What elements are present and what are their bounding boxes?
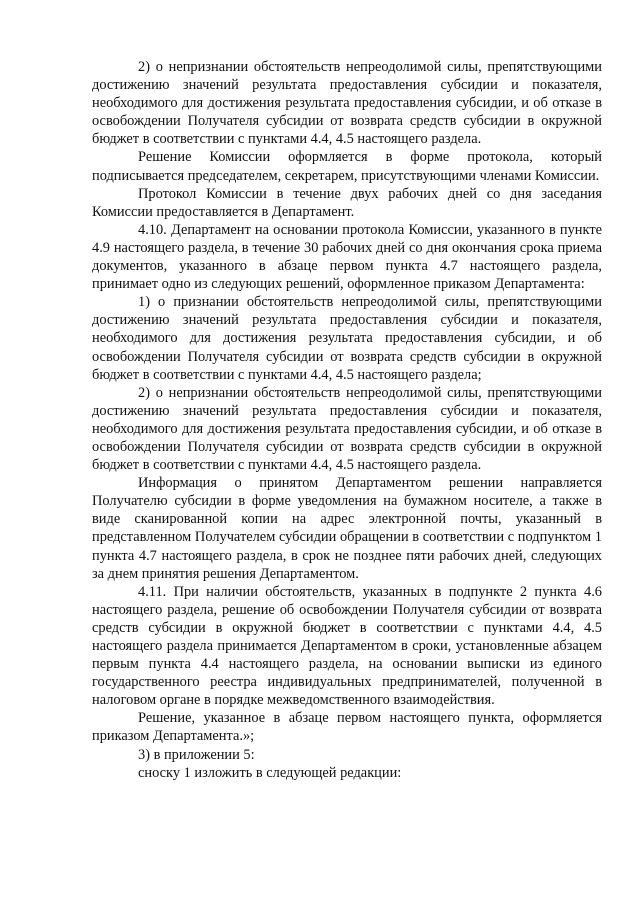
- paragraph-item-1-recognition: 1) о признании обстоятельств непреодолимой силы, препятствующими достижению значений результата предоставления субсидии и показателя, необходимого для достижения результата предоставления субсидии, и об освобождении Получателя субсидии от возврата средств субсидии в окружной бюджет в соответствии с пунктами 4.4, 4.5 настоящего раздела;: [92, 294, 602, 383]
- paragraph-appendix-5: 3) в приложении 5:: [138, 746, 255, 763]
- paragraph-commission-decision: Решение Комиссии оформляется в форме протокола, который подписывается председателем, секретарем, присутствующими членами Комиссии.: [92, 149, 602, 184]
- paragraph-item-2-non-recognition: 2) о непризнании обстоятельств непреодолимой силы, препятствующими достижению значений результата предоставления субсидии и показателя, необходимого для достижения результата предоставления субсидии, и об отказе в освобождении Получателя субсидии от возврата средств субсидии в окружной бюджет в соответствии с пунктами 4.4, 4.5 настоящего раздела.: [92, 59, 602, 148]
- paragraph-4-11: 4.11. При наличии обстоятельств, указанных в подпункте 2 пункта 4.6 настоящего раздела, решение об освобождении Получателя субсидии от возврата средств субсидии в окружной бюджет в соответствии с пунктами 4.4, 4.5 настоящего раздела принимается Департаментом в сроки, установленные абзацем первым пункта 4.4 настоящего раздела, на основании выписки из единого государственного реестра индивидуальных предпринимателей, полученной в налоговом органе в порядке межведомственного взаимодействия.: [92, 583, 602, 709]
- paragraph-decision-order: Решение, указанное в абзаце первом настоящего пункта, оформляется приказом Департамента.»;: [92, 710, 602, 745]
- paragraph-notification: Информация о принятом Департаментом решении направляется Получателю субсидии в форме уведомления на бумажном носителе, а также в виде сканированной копии на адрес электронной почты, указанный в представленном Получателем субсидии обращении в соответствии с подпунктом 1 пункта 4.7 настоящего раздела, в срок не позднее пяти рабочих дней, следующих за днем принятия решения Департаментом.: [92, 475, 602, 582]
- document-page: [92, 58, 602, 782]
- paragraph-item-2-non-recognition-repeat: 2) о непризнании обстоятельств непреодолимой силы, препятствующими достижению значений результата предоставления субсидии и показателя, необходимого для достижения результата предоставления субсидии, и об отказе в освобождении Получателя субсидии от возврата средств субсидии в окружной бюджет в соответствии с пунктами 4.4, 4.5 настоящего раздела.: [92, 384, 602, 474]
- paragraph-footnote-1: сноску 1 изложить в следующей редакции:: [138, 764, 402, 781]
- paragraph-4-10: 4.10. Департамент на основании протокола Комиссии, указанного в пункте 4.9 настоящего раздела, в течение 30 рабочих дней со дня окончания срока приема документов, указанного в абзаце первом пункта 4.7 настоящего раздела, принимает одно из следующих решений, оформленное приказом Департамента:: [92, 221, 602, 293]
- paragraph-commission-protocol: Протокол Комиссии в течение двух рабочих дней со дня заседания Комиссии предоставляется в Департамент.: [92, 185, 602, 220]
